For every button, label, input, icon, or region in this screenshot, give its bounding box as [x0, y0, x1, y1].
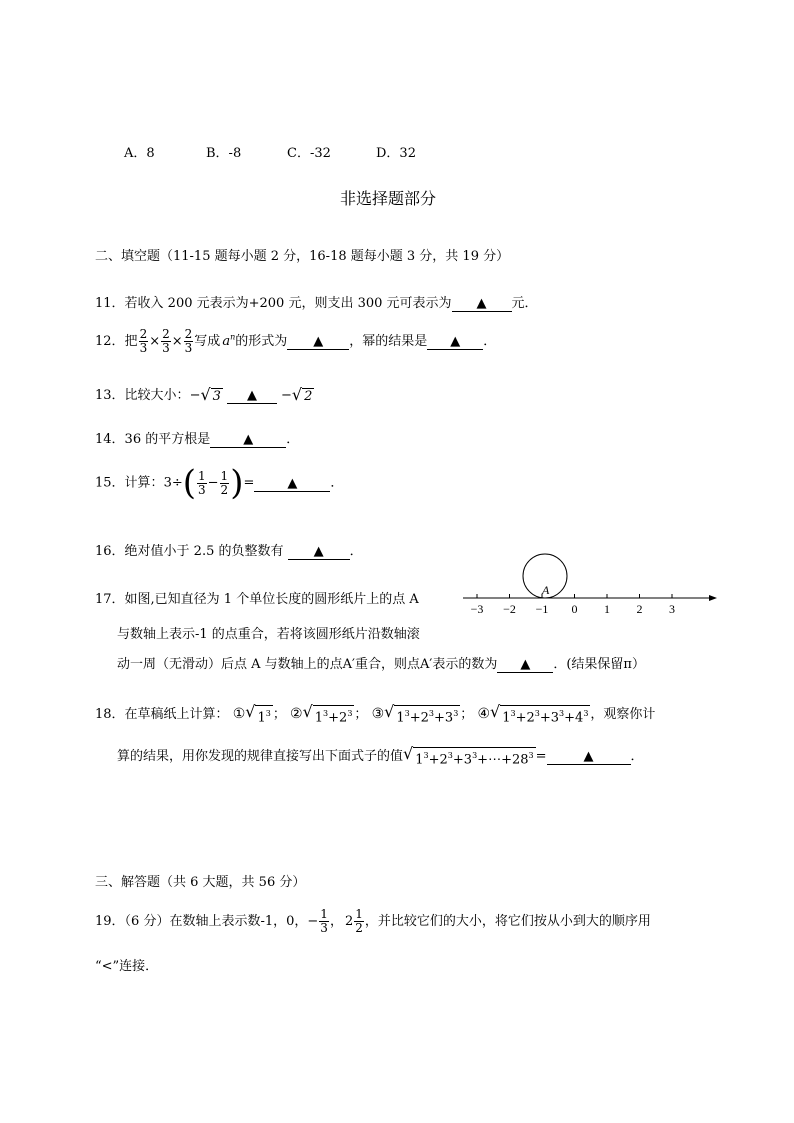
- q15-end: ．: [330, 475, 344, 491]
- q19-neg: −: [307, 914, 319, 929]
- q12-number: 12．: [95, 334, 125, 349]
- q15-minus: −: [207, 475, 219, 491]
- q12-answer-blank-2[interactable]: [427, 334, 483, 350]
- question-14: [95, 428, 299, 448]
- q12-power-base: a: [222, 334, 231, 349]
- question-19: [95, 908, 651, 935]
- q12-write-as: 写成: [194, 334, 221, 349]
- q17-number: 17．: [95, 592, 125, 607]
- q18-text-2: 算的结果，用你发现的规律直接写出下面式子的值: [117, 749, 404, 765]
- q13-minus: −: [280, 388, 292, 403]
- axis-tick-label: −2: [503, 602, 516, 616]
- blank-marker-icon: ▲: [476, 296, 487, 311]
- q18-expr-4: √ $1^3+2^3+3^3+4^3$: [490, 702, 589, 726]
- q18-line-2: [117, 745, 644, 768]
- q18-text: 在草稿纸上计算：: [124, 707, 229, 723]
- q18-after: ，观察你计: [590, 707, 656, 723]
- q11-text-end: 元．: [511, 296, 538, 311]
- q16-number: 16．: [95, 544, 125, 559]
- q14-end: ．: [286, 432, 300, 447]
- q11-text: 若收入 200 元表示为+200 元，则支出 300 元可表示为: [124, 296, 452, 311]
- axis-tick-label: 1: [604, 602, 610, 616]
- q19-comma: ，: [329, 914, 343, 929]
- blank-marker-icon: ▲: [287, 475, 298, 491]
- axis-tick-label: −3: [470, 602, 484, 616]
- q17-answer-blank[interactable]: [497, 657, 553, 673]
- blank-marker-icon: ▲: [313, 334, 324, 349]
- blank-marker-icon: ▲: [583, 749, 594, 765]
- q12-power-exp: n: [230, 332, 236, 342]
- question-16: [95, 540, 363, 560]
- q19-text: （6 分）在数轴上表示数-1，0，: [124, 914, 308, 929]
- q18-expr-1: √ $1^3$: [245, 702, 271, 726]
- q12-mid: 的形式为: [235, 334, 288, 349]
- q18-number: 18．: [95, 707, 125, 723]
- question-15: [95, 463, 344, 503]
- times-sign: ×: [149, 334, 161, 349]
- q15-text: 计算：: [124, 475, 164, 491]
- option-d: D．32: [376, 146, 416, 161]
- q19-number: 19．: [95, 914, 125, 929]
- blank-marker-icon: ▲: [313, 544, 324, 559]
- q15-lead: 3÷: [163, 475, 183, 491]
- q19-mixed-fraction: $\frac{1}{2}$: [355, 907, 363, 935]
- q15-eq: =: [243, 475, 255, 491]
- circled-two: ②: [290, 706, 303, 723]
- q15-number: 15．: [95, 475, 125, 491]
- q18-sum-expr: √ $1^3+2^3+3^3+\cdots+28^3$: [403, 744, 534, 768]
- q13-text: 比较大小：: [124, 388, 190, 403]
- q17-line-2: 与数轴上表示-1 的点重合，若将该圆形纸片沿数轴滚: [117, 627, 420, 642]
- q12-answer-blank-1[interactable]: [287, 334, 349, 350]
- q16-end: ．: [349, 544, 363, 559]
- blank-marker-icon: ▲: [243, 432, 254, 447]
- blank-marker-icon: ▲: [520, 657, 531, 672]
- circled-four: ④: [477, 706, 490, 723]
- circled-three: ③: [371, 706, 385, 723]
- q17-line-1: [95, 588, 419, 607]
- q12-fraction-2: $\frac{2}{3}$: [162, 327, 170, 355]
- q14-answer-blank[interactable]: [210, 432, 286, 448]
- q13-answer-blank[interactable]: [227, 388, 277, 404]
- section-title: 非选择题部分: [340, 189, 437, 208]
- q18-end: ．: [630, 749, 644, 765]
- semicolon: ；: [354, 707, 368, 723]
- semicolon: ；: [272, 707, 286, 723]
- circled-one: ①: [232, 706, 246, 723]
- q16-answer-blank[interactable]: [288, 544, 350, 560]
- axis-tick-label: 2: [636, 602, 643, 616]
- q18-answer-blank[interactable]: [547, 749, 631, 765]
- q19-fraction: $\frac{1}{3}$: [320, 907, 328, 935]
- blank-marker-icon: ▲: [450, 334, 461, 349]
- q18-eq: =: [535, 749, 547, 765]
- part2-heading: 二、填空题（11-15 题每小题 2 分，16-18 题每小题 3 分，共 19 分）: [95, 249, 510, 264]
- option-c: C．-32: [287, 146, 331, 161]
- q14-number: 14．: [95, 432, 125, 447]
- q17-line-3: [117, 653, 645, 673]
- q13-sqrt-3: √ 3: [200, 385, 221, 404]
- q19-line-2: “<”连接．: [95, 959, 159, 974]
- q12-mid2: ，幂的结果是: [349, 334, 428, 349]
- q17-text-3: 动一周（无滑动）后点 A 与数轴上的点A′重合，则点A′表示的数为: [117, 657, 498, 672]
- q12-end: ．: [483, 334, 497, 349]
- q17-text-1: 如图,已知直径为 1 个单位长度的圆形纸片上的点 A: [124, 592, 419, 607]
- q15-answer-blank[interactable]: [254, 476, 330, 492]
- times-sign: ×: [171, 334, 183, 349]
- axis-tick-label: 0: [571, 602, 578, 616]
- question-18: [95, 703, 655, 726]
- part3-heading: 三、解答题（共 6 大题，共 56 分）: [95, 875, 306, 890]
- option-a: A．8: [124, 146, 155, 161]
- left-paren: (: [182, 463, 196, 503]
- semicolon: ；: [460, 707, 474, 723]
- q12-lead: 把: [124, 334, 138, 349]
- q18-expr-3: √ $1^3+2^3+3^3$: [384, 702, 459, 726]
- q19-text-after: ，并比较它们的大小，将它们按从小到大的顺序用: [364, 914, 651, 929]
- option-b: B．-8: [206, 146, 242, 161]
- q12-fraction-3: $\frac{2}{3}$: [184, 327, 193, 355]
- q12-fraction-1: $\frac{2}{3}$: [139, 327, 148, 355]
- question-12: [95, 328, 496, 355]
- q11-number: 11．: [95, 296, 125, 311]
- q19-mixed-whole: 2: [344, 914, 354, 929]
- right-paren: ): [230, 463, 244, 503]
- arrow-icon: [709, 595, 717, 601]
- number-line-figure: [455, 545, 725, 620]
- question-11: [95, 292, 538, 312]
- question-13: [95, 384, 314, 405]
- q13-minus: −: [189, 388, 201, 403]
- q13-number: 13．: [95, 388, 125, 403]
- q13-sqrt-2: √ 2: [291, 385, 313, 404]
- q18-expr-2: √ $1^3+2^3$: [302, 702, 353, 726]
- axis-tick-label: 3: [669, 602, 675, 616]
- point-a-label: A: [542, 583, 550, 597]
- q11-answer-blank[interactable]: [452, 296, 512, 312]
- axis-tick-label: −1: [535, 602, 549, 616]
- q15-fraction-1: $\frac{1}{3}$: [198, 468, 206, 497]
- q14-text: 36 的平方根是: [124, 432, 211, 447]
- q16-text: 绝对值小于 2.5 的负整数有: [124, 544, 288, 559]
- q15-fraction-2: $\frac{1}{2}$: [220, 468, 229, 497]
- q17-text-end: ．(结果保留π）: [553, 657, 645, 672]
- blank-marker-icon: ▲: [246, 388, 257, 403]
